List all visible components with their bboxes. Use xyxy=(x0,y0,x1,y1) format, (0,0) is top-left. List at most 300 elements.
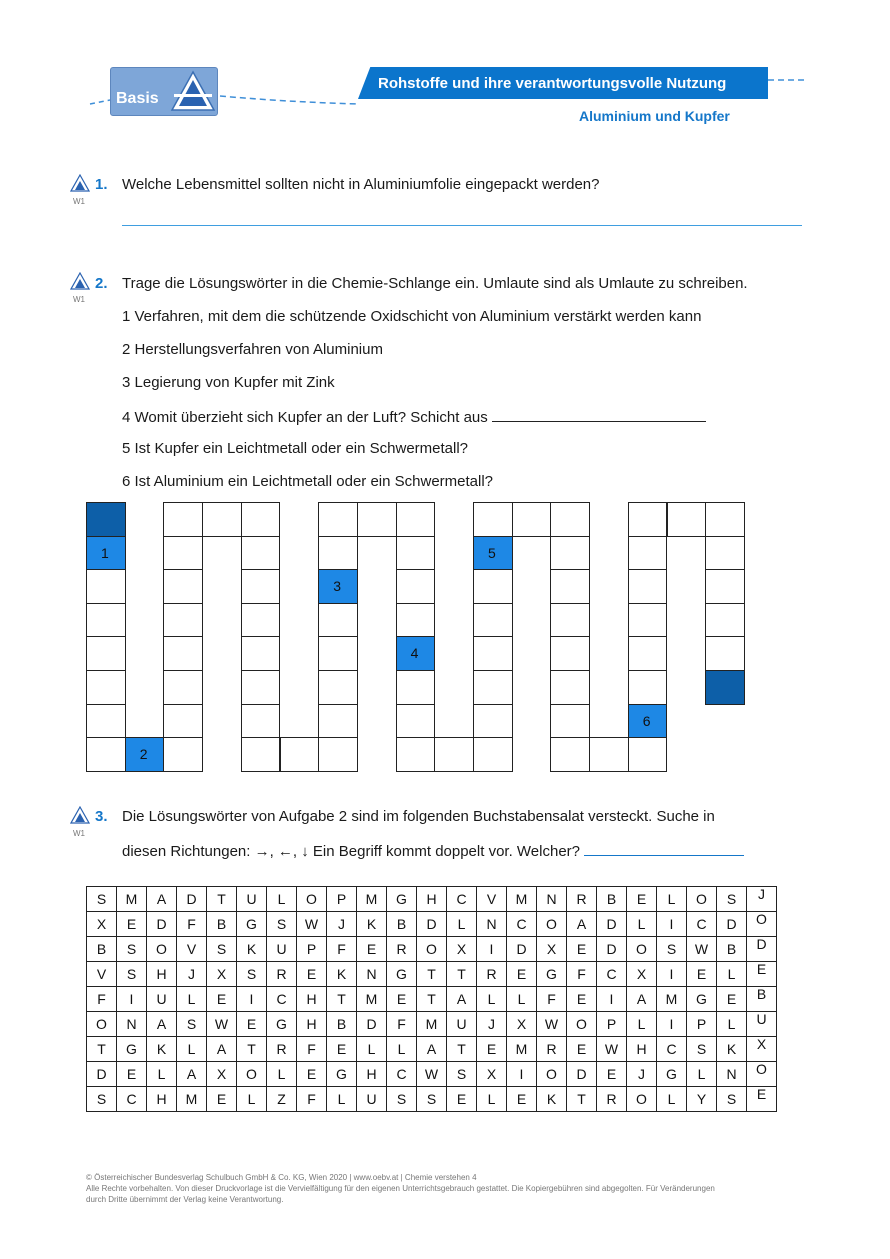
letter-cell[interactable]: S xyxy=(267,912,297,937)
snake-cell[interactable] xyxy=(241,670,281,705)
letter-cell[interactable]: X xyxy=(507,1012,537,1037)
letter-cell[interactable]: E xyxy=(567,937,597,962)
letter-cell[interactable]: W xyxy=(417,1062,447,1087)
letter-cell[interactable]: E xyxy=(237,1012,267,1037)
snake-cell[interactable] xyxy=(628,536,668,571)
letter-cell[interactable]: L xyxy=(627,912,657,937)
letter-cell[interactable]: D xyxy=(567,1062,597,1087)
word-search-grid xyxy=(86,886,777,1112)
snake-cell[interactable] xyxy=(473,636,513,671)
letter-cell[interactable]: R xyxy=(387,937,417,962)
letter-cell[interactable]: O xyxy=(747,912,777,937)
snake-cell[interactable] xyxy=(550,502,590,537)
letter-cell[interactable]: H xyxy=(147,962,177,987)
letter-cell[interactable]: H xyxy=(357,1062,387,1087)
snake-cell[interactable] xyxy=(241,569,281,604)
letter-cell[interactable]: D xyxy=(357,1012,387,1037)
letter-cell[interactable]: E xyxy=(747,1087,777,1112)
letter-cell[interactable]: F xyxy=(327,937,357,962)
letter-cell[interactable]: E xyxy=(567,987,597,1012)
letter-cell[interactable]: T xyxy=(417,962,447,987)
letter-cell[interactable]: P xyxy=(597,1012,627,1037)
letter-cell[interactable]: L xyxy=(387,1037,417,1062)
snake-number-label: 6 xyxy=(642,712,651,729)
letter-cell[interactable]: O xyxy=(627,1087,657,1112)
letter-cell[interactable]: E xyxy=(387,987,417,1012)
letter-cell[interactable]: G xyxy=(327,1062,357,1087)
letter-cell[interactable]: G xyxy=(687,987,717,1012)
letter-cell[interactable]: B xyxy=(597,887,627,912)
letter-cell[interactable]: M xyxy=(657,987,687,1012)
letter-cell[interactable]: A xyxy=(567,912,597,937)
snake-cell[interactable] xyxy=(473,670,513,705)
snake-cell[interactable] xyxy=(202,502,242,537)
snake-cell[interactable] xyxy=(550,536,590,571)
letter-cell[interactable]: S xyxy=(177,1012,207,1037)
snake-cell[interactable] xyxy=(396,569,436,604)
letter-cell[interactable]: L xyxy=(657,887,687,912)
letter-cell[interactable]: H xyxy=(297,1012,327,1037)
letter-cell[interactable]: D xyxy=(747,937,777,962)
snake-cell[interactable] xyxy=(473,603,513,638)
letter-cell[interactable]: W xyxy=(207,1012,237,1037)
letter-cell[interactable]: H xyxy=(147,1087,177,1112)
snake-cell[interactable] xyxy=(396,704,436,739)
letter-cell[interactable]: N xyxy=(717,1062,747,1087)
letter-cell[interactable]: R xyxy=(597,1087,627,1112)
snake-cell[interactable] xyxy=(396,502,436,537)
snake-cell[interactable] xyxy=(241,536,281,571)
snake-start-cell[interactable] xyxy=(396,636,436,671)
letter-cell[interactable]: B xyxy=(747,987,777,1012)
letter-cell[interactable]: F xyxy=(387,1012,417,1037)
snake-number-label: 1 xyxy=(101,544,109,561)
letter-cell[interactable]: H xyxy=(627,1037,657,1062)
letter-cell[interactable]: F xyxy=(87,987,117,1012)
snake-cell[interactable] xyxy=(434,737,474,772)
letter-cell[interactable]: O xyxy=(687,887,717,912)
letter-cell[interactable]: F xyxy=(297,1087,327,1112)
letter-cell[interactable]: W xyxy=(597,1037,627,1062)
snake-cell[interactable] xyxy=(318,536,358,571)
snake-cell[interactable] xyxy=(163,502,203,537)
letter-cell[interactable]: O xyxy=(627,937,657,962)
snake-cell[interactable] xyxy=(628,670,668,705)
letter-cell[interactable]: U xyxy=(747,1012,777,1037)
letter-cell[interactable]: B xyxy=(327,1012,357,1037)
letter-cell[interactable]: V xyxy=(177,937,207,962)
letter-cell[interactable]: E xyxy=(327,1037,357,1062)
snake-number-label: 3 xyxy=(333,578,341,595)
letter-cell[interactable]: L xyxy=(717,1012,747,1037)
letter-cell[interactable]: V xyxy=(477,887,507,912)
letter-cell[interactable]: M xyxy=(177,1087,207,1112)
letter-cell[interactable]: U xyxy=(147,987,177,1012)
letter-cell[interactable]: F xyxy=(567,962,597,987)
letter-cell[interactable]: S xyxy=(717,1087,747,1112)
letter-cell[interactable]: L xyxy=(477,1087,507,1112)
letter-cell[interactable]: F xyxy=(537,987,567,1012)
snake-cell[interactable] xyxy=(163,737,203,772)
snake-start-cell[interactable] xyxy=(86,536,126,571)
letter-cell[interactable]: J xyxy=(627,1062,657,1087)
letter-cell[interactable]: M xyxy=(357,887,387,912)
snake-cell[interactable] xyxy=(241,636,281,671)
letter-cell[interactable]: L xyxy=(177,1037,207,1062)
letter-cell[interactable]: U xyxy=(237,887,267,912)
snake-cell[interactable] xyxy=(318,737,358,772)
snake-start-cell[interactable] xyxy=(318,569,358,604)
letter-cell[interactable]: H xyxy=(297,987,327,1012)
letter-cell[interactable]: N xyxy=(117,1012,147,1037)
letter-cell[interactable]: L xyxy=(627,1012,657,1037)
letter-cell[interactable]: L xyxy=(327,1087,357,1112)
letter-cell[interactable]: E xyxy=(597,1062,627,1087)
letter-cell[interactable]: N xyxy=(477,912,507,937)
snake-cell[interactable] xyxy=(628,502,668,537)
letter-cell[interactable]: H xyxy=(417,887,447,912)
letter-cell[interactable]: S xyxy=(237,962,267,987)
snake-cell[interactable] xyxy=(550,569,590,604)
letter-cell[interactable]: T xyxy=(237,1037,267,1062)
snake-cell[interactable] xyxy=(628,636,668,671)
letter-cell[interactable]: X xyxy=(477,1062,507,1087)
letter-cell[interactable]: S xyxy=(387,1087,417,1112)
snake-end-cell xyxy=(705,670,745,705)
snake-cell[interactable] xyxy=(667,502,707,537)
letter-cell[interactable]: E xyxy=(507,1087,537,1112)
task3-answer-blank[interactable] xyxy=(584,841,744,856)
letter-cell[interactable]: Z xyxy=(267,1087,297,1112)
letter-cell[interactable]: N xyxy=(357,962,387,987)
letter-cell[interactable]: W xyxy=(297,912,327,937)
snake-cell[interactable] xyxy=(357,502,397,537)
letter-cell[interactable]: W xyxy=(687,937,717,962)
letter-cell[interactable]: J xyxy=(177,962,207,987)
snake-cell[interactable] xyxy=(86,569,126,604)
letter-cell[interactable]: C xyxy=(447,887,477,912)
letter-cell[interactable]: C xyxy=(117,1087,147,1112)
snake-cell[interactable] xyxy=(628,603,668,638)
snake-cell[interactable] xyxy=(241,502,281,537)
footer-copyright xyxy=(86,1172,806,1205)
letter-cell[interactable]: D xyxy=(717,912,747,937)
letter-cell[interactable]: O xyxy=(237,1062,267,1087)
letter-cell[interactable]: X xyxy=(537,937,567,962)
snake-cell[interactable] xyxy=(318,704,358,739)
letter-cell[interactable]: C xyxy=(387,1062,417,1087)
letter-cell[interactable]: E xyxy=(477,1037,507,1062)
letter-cell[interactable]: S xyxy=(207,937,237,962)
snake-cell[interactable] xyxy=(86,737,126,772)
snake-cell[interactable] xyxy=(163,569,203,604)
letter-cell[interactable]: L xyxy=(267,1062,297,1087)
letter-cell[interactable]: O xyxy=(537,1062,567,1087)
letter-cell[interactable]: M xyxy=(117,887,147,912)
letter-cell[interactable]: E xyxy=(507,962,537,987)
letter-cell[interactable]: C xyxy=(687,912,717,937)
letter-cell[interactable]: K xyxy=(327,962,357,987)
snake-cell[interactable] xyxy=(163,536,203,571)
letter-cell[interactable]: A xyxy=(147,887,177,912)
snake-cell[interactable] xyxy=(163,636,203,671)
letter-cell[interactable]: L xyxy=(177,987,207,1012)
letter-cell[interactable]: I xyxy=(237,987,267,1012)
word-search-row xyxy=(87,962,777,987)
snake-cell[interactable] xyxy=(550,636,590,671)
letter-cell[interactable]: L xyxy=(267,887,297,912)
letter-cell[interactable]: S xyxy=(717,887,747,912)
letter-cell[interactable]: G xyxy=(267,1012,297,1037)
letter-cell[interactable]: E xyxy=(357,937,387,962)
letter-cell[interactable]: L xyxy=(447,912,477,937)
letter-cell[interactable]: M xyxy=(507,1037,537,1062)
letter-cell[interactable]: L xyxy=(717,962,747,987)
letter-cell[interactable]: I xyxy=(507,1062,537,1087)
letter-cell[interactable]: L xyxy=(477,987,507,1012)
letter-cell[interactable]: B xyxy=(207,912,237,937)
letter-cell[interactable]: K xyxy=(147,1037,177,1062)
letter-cell[interactable]: U xyxy=(447,1012,477,1037)
snake-cell[interactable] xyxy=(396,670,436,705)
letter-cell[interactable]: G xyxy=(387,962,417,987)
letter-cell[interactable]: E xyxy=(207,1087,237,1112)
letter-cell[interactable]: D xyxy=(507,937,537,962)
letter-cell[interactable]: T xyxy=(567,1087,597,1112)
letter-cell[interactable]: S xyxy=(417,1087,447,1112)
snake-start-cell[interactable] xyxy=(628,704,668,739)
snake-start-cell[interactable] xyxy=(473,536,513,571)
letter-cell[interactable]: O xyxy=(87,1012,117,1037)
letter-cell[interactable]: O xyxy=(567,1012,597,1037)
clue-4-blank[interactable] xyxy=(492,407,706,422)
letter-cell[interactable]: B xyxy=(387,912,417,937)
letter-cell[interactable]: E xyxy=(117,912,147,937)
letter-cell[interactable]: P xyxy=(687,1012,717,1037)
letter-cell[interactable]: C xyxy=(597,962,627,987)
letter-cell[interactable]: A xyxy=(147,1012,177,1037)
letter-cell[interactable]: U xyxy=(357,1087,387,1112)
snake-cell[interactable] xyxy=(318,502,358,537)
snake-cell[interactable] xyxy=(473,737,513,772)
letter-cell[interactable]: M xyxy=(507,887,537,912)
snake-cell[interactable] xyxy=(473,704,513,739)
snake-cell[interactable] xyxy=(550,603,590,638)
letter-cell[interactable]: D xyxy=(177,887,207,912)
letter-cell[interactable]: S xyxy=(657,937,687,962)
letter-cell[interactable]: S xyxy=(687,1037,717,1062)
letter-cell[interactable]: E xyxy=(207,987,237,1012)
snake-cell[interactable] xyxy=(396,536,436,571)
letter-cell[interactable]: K xyxy=(357,912,387,937)
letter-cell[interactable]: F xyxy=(297,1037,327,1062)
letter-cell[interactable]: R xyxy=(477,962,507,987)
letter-cell[interactable]: S xyxy=(447,1062,477,1087)
snake-cell[interactable] xyxy=(318,636,358,671)
letter-cell[interactable]: R xyxy=(267,962,297,987)
letter-cell[interactable]: A xyxy=(447,987,477,1012)
letter-cell[interactable]: T xyxy=(447,962,477,987)
snake-cell[interactable] xyxy=(280,737,320,772)
letter-cell[interactable]: C xyxy=(267,987,297,1012)
letter-cell[interactable]: X xyxy=(207,962,237,987)
snake-cell[interactable] xyxy=(163,704,203,739)
letter-cell[interactable]: G xyxy=(537,962,567,987)
letter-cell[interactable]: X xyxy=(747,1037,777,1062)
snake-start-cell[interactable] xyxy=(125,737,165,772)
letter-cell[interactable]: G xyxy=(237,912,267,937)
letter-cell[interactable]: X xyxy=(87,912,117,937)
letter-cell[interactable]: L xyxy=(147,1062,177,1087)
letter-cell[interactable]: T xyxy=(87,1037,117,1062)
letter-cell[interactable]: T xyxy=(207,887,237,912)
letter-cell[interactable]: D xyxy=(597,937,627,962)
letter-cell[interactable]: B xyxy=(717,937,747,962)
snake-cell[interactable] xyxy=(705,636,745,671)
snake-cell[interactable] xyxy=(86,704,126,739)
letter-cell[interactable]: G xyxy=(657,1062,687,1087)
snake-cell[interactable] xyxy=(628,569,668,604)
letter-cell[interactable]: A xyxy=(207,1037,237,1062)
letter-cell[interactable]: M xyxy=(417,1012,447,1037)
snake-cell[interactable] xyxy=(241,737,281,772)
letter-cell[interactable]: D xyxy=(147,912,177,937)
letter-cell[interactable]: T xyxy=(417,987,447,1012)
letter-cell[interactable]: V xyxy=(87,962,117,987)
letter-cell[interactable]: X xyxy=(627,962,657,987)
letter-cell[interactable]: G xyxy=(387,887,417,912)
snake-cell[interactable] xyxy=(550,670,590,705)
letter-cell[interactable]: I xyxy=(117,987,147,1012)
letter-cell[interactable]: W xyxy=(537,1012,567,1037)
letter-cell[interactable]: M xyxy=(357,987,387,1012)
snake-number-label: 2 xyxy=(139,746,148,763)
letter-cell[interactable]: E xyxy=(717,987,747,1012)
letter-cell[interactable]: L xyxy=(657,1087,687,1112)
snake-cell[interactable] xyxy=(705,536,745,571)
letter-cell[interactable]: I xyxy=(477,937,507,962)
task1-answer-line[interactable] xyxy=(122,225,802,226)
letter-cell[interactable]: I xyxy=(597,987,627,1012)
snake-cell[interactable] xyxy=(550,704,590,739)
letter-cell[interactable]: L xyxy=(507,987,537,1012)
letter-cell[interactable]: G xyxy=(117,1037,147,1062)
letter-cell[interactable]: O xyxy=(147,937,177,962)
snake-cell[interactable] xyxy=(396,603,436,638)
task-number: 1. xyxy=(95,176,108,193)
word-search-row xyxy=(87,1062,777,1087)
snake-cell[interactable] xyxy=(705,569,745,604)
snake-cell[interactable] xyxy=(241,603,281,638)
letter-cell[interactable]: R xyxy=(267,1037,297,1062)
letter-cell[interactable]: B xyxy=(87,937,117,962)
letter-cell[interactable]: L xyxy=(357,1037,387,1062)
letter-cell[interactable]: P xyxy=(297,937,327,962)
letter-cell[interactable]: K xyxy=(537,1087,567,1112)
letter-cell[interactable]: J xyxy=(327,912,357,937)
level-label: W1 xyxy=(73,829,85,838)
letter-cell[interactable]: O xyxy=(297,887,327,912)
level-label: W1 xyxy=(73,197,85,206)
letter-cell[interactable]: J xyxy=(477,1012,507,1037)
letter-cell[interactable]: A xyxy=(417,1037,447,1062)
snake-cell[interactable] xyxy=(163,670,203,705)
letter-cell[interactable]: E xyxy=(567,1037,597,1062)
snake-cell[interactable] xyxy=(86,603,126,638)
letter-cell[interactable]: J xyxy=(747,887,777,912)
snake-cell[interactable] xyxy=(318,670,358,705)
snake-cell[interactable] xyxy=(396,737,436,772)
letter-cell[interactable]: T xyxy=(327,987,357,1012)
snake-cell[interactable] xyxy=(589,737,629,772)
letter-cell[interactable]: O xyxy=(747,1062,777,1087)
letter-cell[interactable]: E xyxy=(117,1062,147,1087)
word-search-row xyxy=(87,1037,777,1062)
snake-cell[interactable] xyxy=(86,670,126,705)
snake-cell[interactable] xyxy=(705,603,745,638)
letter-cell[interactable]: S xyxy=(87,1087,117,1112)
letter-cell[interactable]: R xyxy=(537,1037,567,1062)
snake-cell[interactable] xyxy=(550,737,590,772)
snake-cell[interactable] xyxy=(241,704,281,739)
letter-cell[interactable]: O xyxy=(417,937,447,962)
letter-cell[interactable]: N xyxy=(537,887,567,912)
letter-cell[interactable]: L xyxy=(687,1062,717,1087)
letter-cell[interactable]: X xyxy=(207,1062,237,1087)
letter-cell[interactable]: P xyxy=(327,887,357,912)
letter-cell[interactable]: A xyxy=(627,987,657,1012)
letter-cell[interactable]: E xyxy=(297,1062,327,1087)
snake-cell[interactable] xyxy=(473,569,513,604)
letter-cell[interactable]: K xyxy=(717,1037,747,1062)
letter-cell[interactable]: O xyxy=(537,912,567,937)
letter-cell[interactable]: I xyxy=(657,1012,687,1037)
letter-cell[interactable]: D xyxy=(597,912,627,937)
letter-cell[interactable]: T xyxy=(447,1037,477,1062)
letter-cell[interactable]: S xyxy=(87,887,117,912)
letter-cell[interactable]: E xyxy=(687,962,717,987)
snake-cell[interactable] xyxy=(628,737,668,772)
snake-cell[interactable] xyxy=(512,502,552,537)
letter-cell[interactable]: E xyxy=(297,962,327,987)
letter-cell[interactable]: K xyxy=(237,937,267,962)
letter-cell[interactable]: X xyxy=(447,937,477,962)
letter-cell[interactable]: A xyxy=(177,1062,207,1087)
letter-cell[interactable]: U xyxy=(267,937,297,962)
letter-cell[interactable]: C xyxy=(507,912,537,937)
letter-cell[interactable]: E xyxy=(747,962,777,987)
letter-cell[interactable]: F xyxy=(177,912,207,937)
letter-cell[interactable]: S xyxy=(117,962,147,987)
snake-cell[interactable] xyxy=(163,603,203,638)
letter-cell[interactable]: L xyxy=(237,1087,267,1112)
snake-cell[interactable] xyxy=(473,502,513,537)
letter-cell[interactable]: C xyxy=(657,1037,687,1062)
snake-cell[interactable] xyxy=(705,502,745,537)
clue-6: 6 Ist Aluminium ein Leichtmetall oder ein Schwermetall? xyxy=(122,473,494,490)
letter-cell[interactable]: D xyxy=(417,912,447,937)
letter-cell[interactable]: E xyxy=(627,887,657,912)
letter-cell[interactable]: D xyxy=(87,1062,117,1087)
letter-cell[interactable]: I xyxy=(657,912,687,937)
snake-cell[interactable] xyxy=(318,603,358,638)
letter-cell[interactable]: Y xyxy=(687,1087,717,1112)
letter-cell[interactable]: E xyxy=(447,1087,477,1112)
snake-cell[interactable] xyxy=(86,636,126,671)
letter-cell[interactable]: S xyxy=(117,937,147,962)
letter-cell[interactable]: R xyxy=(567,887,597,912)
letter-cell[interactable]: I xyxy=(657,962,687,987)
